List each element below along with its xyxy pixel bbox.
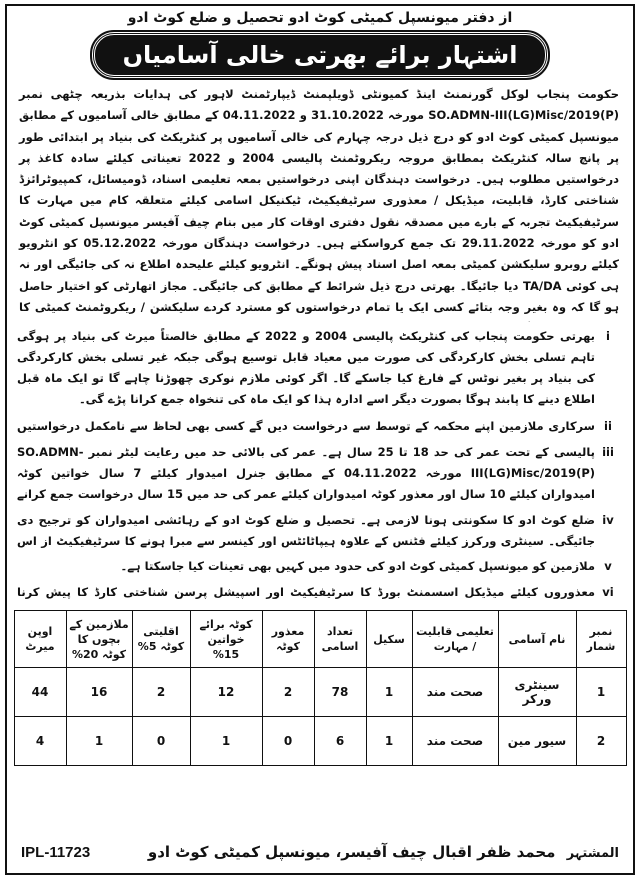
condition-number: i xyxy=(606,329,610,343)
column-header: نمبر شمار xyxy=(576,611,626,668)
signatory-name: محمد ظفر اقبال چیف آفیسر، میونسپل کمیٹی کوٹ ادو xyxy=(147,843,556,861)
table-header-row xyxy=(14,611,626,668)
condition-text: پالیسی کے تحت عمر کی حد 18 تا 25 سال ہے۔ عمر کی بالائی حد میں رعایت لیٹر نمبر SO.ADMN-III(LG)Misc/2019(P) مورخہ 04.11.2022 کے مطابق جنرل امیدوار کیلئے 7 سال خواتین کوٹہ امیدواران کیلئے 10 سال اور معذور کوٹہ امیدواران کیلئے عمر کی حد میں 15 سال درخواست جمع کرانے xyxy=(17,445,596,501)
column-header: اقلیتی کوٹہ 5% xyxy=(132,611,190,668)
conditions-list xyxy=(7,326,633,604)
condition-text: بھرتی حکومت پنجاب کی کنٹریکٹ پالیسی 2004 و 2022 کے مطابق خالصتاً میرٹ کی بنیاد پر ہوگی تاہم تسلی بخش کارکردگی کی صورت میں معیاد قابل توسیع ہوگی جبکہ غیر تسلی بخش کارکردگی کی بنیاد پر بغیر نوٹس کے فارغ کیا جاسکے گا۔ اگر کوئی ملازم نوکری چھوڑنا چاہے گا تو ایک ماہ قبل اطلاع دینے کا پابند ہوگا بصورت دیگر اسے ادارہ ہذا کو ایک ماہ کی تنخواہ جمع کرانا پڑے گی۔ xyxy=(17,329,595,406)
condition-number: iv xyxy=(602,513,614,527)
condition-item xyxy=(17,582,621,604)
footer xyxy=(7,837,633,867)
condition-text: معذوروں کیلئے میڈیکل اسسمنٹ بورڈ کا سرٹیفیکیٹ اور اسپیشل پرسن شناختی کارڈ کا پیش کرنا xyxy=(17,585,595,599)
table-row xyxy=(14,668,626,717)
condition-number: ii xyxy=(604,419,612,433)
table-row xyxy=(14,717,626,766)
column-header: اوپن میرٹ xyxy=(14,611,66,668)
table-cell: 4 xyxy=(14,717,66,766)
table-cell: 0 xyxy=(262,717,314,766)
table-cell: 1 xyxy=(66,717,132,766)
column-header: معذور کوٹہ xyxy=(262,611,314,668)
condition-text: ضلع کوٹ ادو کا سکونتی ہونا لازمی ہے۔ تحصیل و ضلع کوٹ ادو کے رہائشی امیدواران کو ترجیح دی جائیگی۔ سینٹری ورکرز کیلئے فٹنس کے علاوہ ہیپاٹائٹس اور کینسر سے مبرا ہونے کا سرٹیفیکیٹ از اس xyxy=(17,513,595,548)
table-cell: 12 xyxy=(190,668,262,717)
signatory-block xyxy=(148,843,619,861)
table-cell: 1 xyxy=(366,668,412,717)
table-cell: صحت مند xyxy=(412,668,498,717)
table-cell: 1 xyxy=(366,717,412,766)
table-cell: 2 xyxy=(576,717,626,766)
condition-number: iii xyxy=(602,445,614,459)
title-wrap xyxy=(7,32,633,78)
condition-item xyxy=(17,510,621,552)
condition-item xyxy=(17,556,621,578)
table-cell: صحت مند xyxy=(412,717,498,766)
table-cell: 2 xyxy=(262,668,314,717)
condition-number: v xyxy=(604,559,612,573)
table-cell: 44 xyxy=(14,668,66,717)
column-header: نام آسامی xyxy=(498,611,576,668)
table-cell: 0 xyxy=(132,717,190,766)
column-header: ملازمین کے بچوں کا کوٹہ 20% xyxy=(66,611,132,668)
condition-item xyxy=(17,442,621,506)
condition-item xyxy=(17,326,621,412)
ipl-number: IPL-11723 xyxy=(21,843,91,861)
condition-number: vi xyxy=(602,585,614,599)
condition-text: سرکاری ملازمین اپنے محکمہ کے توسط سے درخواست دیں گے کسی بھی لحاظ سے نامکمل درخواستیں xyxy=(17,419,595,433)
table-cell: 6 xyxy=(314,717,366,766)
column-header: کوٹہ برائے خواتین 15% xyxy=(190,611,262,668)
column-header: سکیل xyxy=(366,611,412,668)
table-cell: 2 xyxy=(132,668,190,717)
column-header: تعلیمی قابلیت / مہارت xyxy=(412,611,498,668)
table-cell: 16 xyxy=(66,668,132,717)
condition-text: ملازمین کو میونسپل کمیٹی کوٹ ادو کی حدود میں کہیں بھی تعینات کیا جاسکتا ہے۔ xyxy=(120,559,595,573)
table-cell: 1 xyxy=(190,717,262,766)
from-office-line: از دفتر میونسپل کمیٹی کوٹ ادو تحصیل و ضلع کوٹ ادو xyxy=(127,10,513,26)
vacancies-table xyxy=(14,610,627,766)
condition-item xyxy=(17,416,621,438)
advertisement-page xyxy=(5,4,635,875)
table-cell: سینٹری ورکر xyxy=(498,668,576,717)
column-header: تعداد اسامی xyxy=(314,611,366,668)
advertisement-title: اشتہار برائے بھرتی خالی آسامیاں xyxy=(92,32,549,78)
advertiser-label: المشتہر xyxy=(566,846,619,861)
intro-paragraph: حکومت پنجاب لوکل گورنمنٹ اینڈ کمیونٹی ڈویلپمنٹ ڈیپارٹمنٹ لاہور کی ہدایات بذریعہ چٹھی نمبر SO.ADMN-III(LG)Misc/2019(P) مورخہ 31.10.2022 و 04.11.2022 کے مطابق خالی آسامیوں کے مطابق میونسپل کمیٹی کوٹ ادو کو درج ذیل درجہ چہارم کی خالی آسامیوں پر کنٹریکٹ کی بنیاد پر ابتدائی طور پر پانچ سالہ کنٹریکٹ بمطابق مروجہ ریکروٹمنٹ پالیسی 2004 و 2022 تعیناتی کیلئے سادہ کاغذ پر درخواستیں مطلوب ہیں۔ درخواست دہندگان اپنی درخواستیں بمعہ تعلیمی اسناد، ڈومیسائل، کمپیوٹرائزڈ شناختی کارڈ، قابلیت، میڈیکل / معذوری سرٹیفیکیٹ، ٹیکنیکل اسامی کیلئے متعلقہ کام میں مہارت کا سرٹیفیکیٹ تجربہ کے بارے میں مصدقہ نقول دفتری اوقات کار میں بنام چیف آفیسر میونسپل کمیٹی کوٹ ادو کو مورخہ 29.11.2022 تک جمع کرواسکتے ہیں۔ درخواست دہندگان مورخہ 05.12.2022 کو انٹرویو کیلئے روبرو سلیکشن کمیٹی بمعہ اصل اسناد پیش ہونگے۔ انٹرویو کیلئے علیحدہ اطلاع نہ کی جائیگی اور نہ ہی کوئی TA/DA دیا جائیگا۔ بھرتی درج ذیل شرائط کے مطابق کی جائیگی۔ مجاز اتھارٹی کو اختیار حاصل ہو گا کہ وہ بغیر وجہ بتائے کسی ایک یا تمام درخواستوں کو مسترد کردے سلیکشن / ریکروٹمنٹ کمیٹی کا xyxy=(19,87,620,314)
table-cell: 78 xyxy=(314,668,366,717)
table-cell: سیور مین xyxy=(498,717,576,766)
table-cell: 1 xyxy=(576,668,626,717)
